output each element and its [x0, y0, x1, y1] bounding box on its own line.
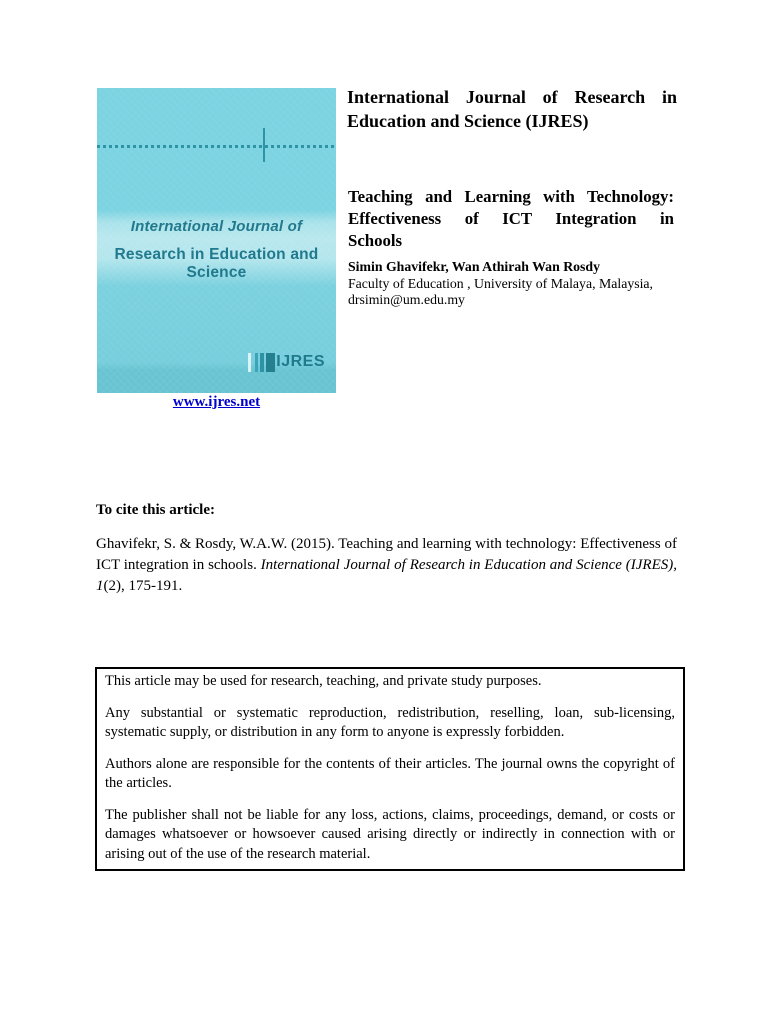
authors: Simin Ghavifekr, Wan Athirah Wan Rosdy	[348, 259, 601, 274]
citation-roman-part1: Ghavifekr, S. & Rosdy, W.A.W. (2015). Teaching and learning with technology: Effectiveness of ICT integration in schools.	[96, 536, 677, 573]
article-title	[348, 186, 674, 252]
cover-journal-name-line2: Research in Education and Science	[114, 246, 319, 281]
journal-cover-image	[97, 88, 336, 393]
disclaimer-paragraph: Any substantial or systematic reproduction, redistribution, reselling, loan, sub-licensing, systematic supply, or distribution in any form to anyone is expressly forbidden.	[105, 704, 675, 740]
cover-journal-name-line1: International Journal of	[130, 218, 303, 235]
logo-bar-icon	[260, 353, 264, 372]
journal-name-line2: Education and Science (IJRES)	[347, 111, 589, 131]
article-title-line2: Effectiveness of ICT Integration in	[348, 209, 674, 228]
journal-website-link[interactable]: www.ijres.net	[172, 394, 261, 410]
disclaimer-box	[95, 667, 685, 871]
journal-name-line1: International Journal of Research in	[347, 87, 677, 107]
cite-heading: To cite this article:	[96, 502, 215, 518]
logo-bar-icon	[255, 353, 258, 372]
disclaimer-paragraph: Authors alone are responsible for the contents of their articles. The journal owns the copyright of the articles.	[105, 755, 675, 791]
logo-bar-icon	[266, 353, 275, 372]
cover-dotted-line	[97, 145, 336, 148]
logo-text: IJRES	[276, 353, 325, 370]
journal-name	[347, 85, 677, 133]
disclaimer-paragraph: This article may be used for research, teaching, and private study purposes.	[105, 673, 542, 689]
citation-roman-part2: (2), 175-191.	[103, 578, 183, 594]
citation-italic-part: International Journal of Research in Education and Science (IJRES), 1	[96, 557, 677, 594]
cover-vertical-tick	[263, 128, 265, 162]
affiliation: Faculty of Education , University of Malaya, Malaysia,	[348, 276, 653, 291]
disclaimer-paragraph: The publisher shall not be liable for any loss, actions, claims, proceedings, demand, or costs or damages whatsoever or howsoever caused arising directly or indirectly in connection with or arising out of the use of the research material.	[105, 806, 675, 862]
citation-text	[96, 534, 677, 597]
email-address: drsimin@um.edu.my	[348, 292, 465, 307]
ijres-logo	[248, 352, 325, 372]
article-title-line3: Schools	[348, 231, 403, 250]
article-title-line1: Teaching and Learning with Technology:	[348, 187, 674, 206]
logo-bar-icon	[248, 353, 251, 372]
